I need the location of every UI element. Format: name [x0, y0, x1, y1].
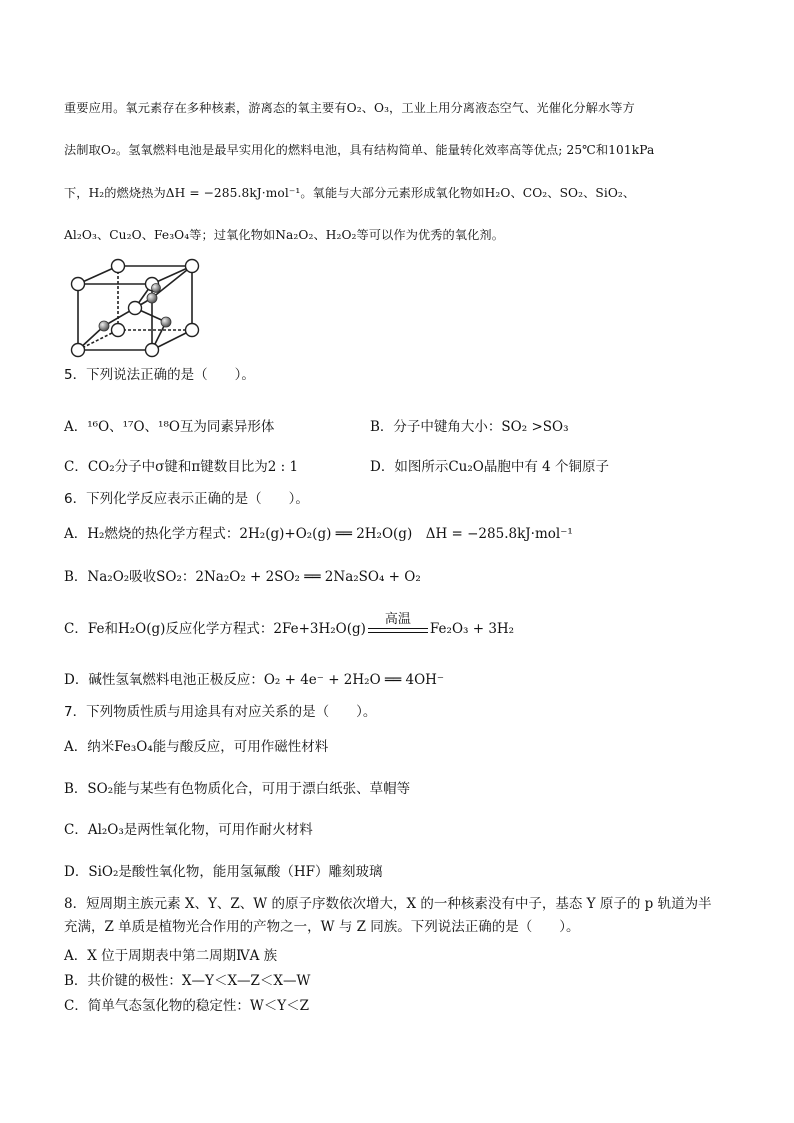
q5-option-c: C．CO₂分子中σ键和π键数目比为2 : 1	[64, 459, 299, 475]
q6-option-c	[64, 612, 515, 637]
q7-stem: 7．下列物质性质与用途具有对应关系的是（ ）。	[64, 704, 377, 720]
q7-option-c: C．Al₂O₃是两性氧化物，可用作耐火材料	[64, 822, 313, 838]
intro-line-3: 下，H₂的燃烧热为ΔH = −285.8kJ·mol⁻¹。氧能与大部分元素形成氧化物如H₂O、CO₂、SO₂、SiO₂、	[64, 186, 636, 200]
q5-stem: 5．下列说法正确的是（ ）。	[64, 367, 255, 383]
intro-line-2: 法制取O₂。氢氧燃料电池是最早实用化的燃料电池，具有结构简单、能量转化效率高等优点; 25℃和101kPa	[64, 143, 655, 157]
reaction-condition: 高温	[384, 612, 411, 627]
q6-stem: 6．下列化学反应表示正确的是（ ）。	[64, 491, 309, 507]
q5-option-b: B．分子中键角大小：SO₂ >SO₃	[370, 419, 569, 435]
q6-option-c-lhs: C．Fe和H₂O(g)反应化学方程式：2Fe+3H₂O(g)	[64, 621, 366, 637]
intro-line-4: Al₂O₃、Cu₂O、Fe₃O₄等；过氧化物如Na₂O₂、H₂O₂等可以作为优秀的氧化剂。	[64, 228, 504, 242]
intro-line-1: 重要应用。氧元素存在多种核素，游离态的氧主要有O₂、O₃，工业上用分离液态空气、光催化分解水等方	[64, 101, 635, 115]
q5-option-d: D．如图所示Cu₂O晶胞中有 4 个铜原子	[370, 459, 609, 475]
q7-option-b: B．SO₂能与某些有色物质化合，可用于漂白纸张、草帽等	[64, 781, 411, 797]
q6-option-d: D．碱性氢氧燃料电池正极反应：O₂ + 4e⁻ + 2H₂O ══ 4OH⁻	[64, 672, 445, 688]
q8-stem-line-1: 8．短周期主族元素 X、Y、Z、W 的原子序数依次增大，X 的一种核素没有中子，基态 Y 原子的 p 轨道为半	[64, 896, 712, 912]
q7-option-d: D．SiO₂是酸性氧化物，能用氢氟酸（HF）雕刻玻璃	[64, 864, 383, 880]
q6-option-a: A．H₂燃烧的热化学方程式：2H₂(g)+O₂(g) ══ 2H₂O(g) ΔH = −285.8kJ·mol⁻¹	[64, 526, 573, 542]
cu2o-unit-cell-figure	[70, 258, 210, 370]
q8-option-c: C．简单气态氢化物的稳定性：W＜Y＜Z	[64, 998, 309, 1014]
reaction-condition-arrow	[368, 612, 428, 633]
q8-option-a: A．X 位于周期表中第二周期ⅣA 族	[64, 948, 278, 964]
q7-option-a: A．纳米Fe₃O₄能与酸反应，可用作磁性材料	[64, 739, 329, 755]
q8-option-b: B．共价键的极性：X—Y＜X—Z＜X—W	[64, 973, 311, 989]
q6-option-b: B．Na₂O₂吸收SO₂：2Na₂O₂ + 2SO₂ ══ 2Na₂SO₄ + O₂	[64, 569, 421, 585]
q6-option-c-rhs: Fe₂O₃ + 3H₂	[429, 621, 515, 637]
q8-stem-line-2: 充满，Z 单质是植物光合作用的产物之一，W 与 Z 同族。下列说法正确的是（ ）。	[64, 919, 580, 935]
q5-option-a: A．¹⁶O、¹⁷O、¹⁸O互为同素异形体	[64, 419, 275, 435]
